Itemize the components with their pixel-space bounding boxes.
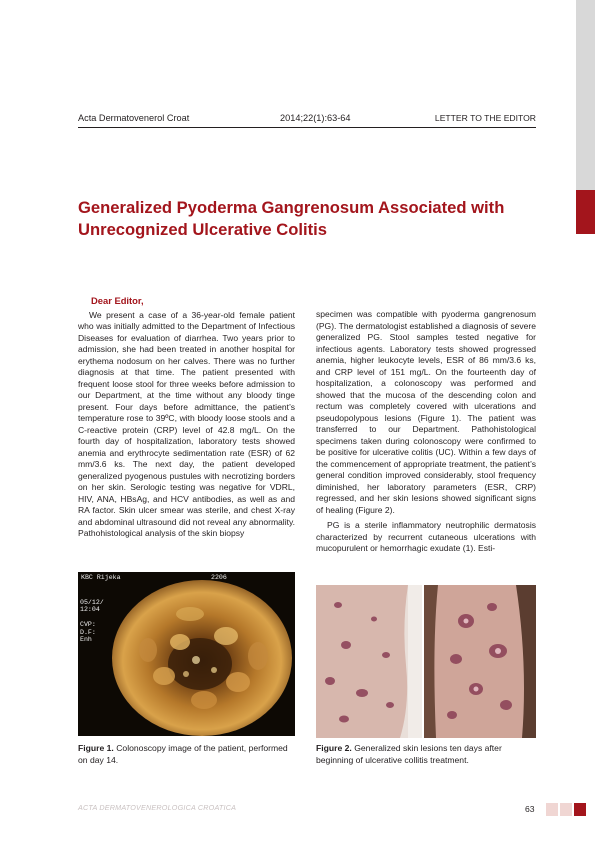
figure-2-label: Figure 2.	[316, 743, 352, 753]
figure-1-caption	[78, 743, 295, 766]
page-number: 63	[525, 804, 535, 814]
paragraph-2: specimen was compatible with pyoderma gangrenosum (PG). The dermatologist established a diagnosis of severe generalized PG. Stool samples tested negative for infectious agents. Laboratory tests showed progressed anemia, higher leukocyte levels, ESR of 86 mm/3.6 ks, and CRP level of 151 mg/L. On the fourteenth day of hospitalization, a colonoscopy was performed and showed that the mucosa of the descending colon and rectum was completely covered with ulcerations and pseudopolypous lesions (Figure 1). The patient was transferred to our Department. Pathohistological specimens taken during colonoscopy were confirmed to be positive for ulcerative colitis (UC). Within a few days of the commencement of appropriate treatment, the patient’s general condition improved considerably, stool frequency diminished, her laboratory parameters (ESR, CRP) regressed, and her skin lesions showed significant signs of healing (Figure 2).	[316, 309, 536, 515]
figure-1-label: Figure 1.	[78, 743, 114, 753]
figure-1-colonoscopy-image	[78, 572, 295, 736]
header-issue: 2014;22(1):63-64	[280, 113, 351, 123]
colonoscopy-illustration	[78, 572, 295, 736]
paragraph-3: PG is a sterile inflammatory neutrophilic dermatosis characterized by recurrent cutaneous ulcerations with mucopurulent or hemorrhagic exudate (1). Esti-	[316, 520, 536, 553]
endoscope-overlay-id: 2206	[211, 574, 227, 581]
header-rule	[78, 127, 536, 128]
header-section: LETTER TO THE EDITOR	[434, 113, 536, 123]
skin-lesions-illustration	[316, 585, 536, 738]
figure-2-caption	[316, 743, 536, 766]
running-header	[78, 113, 536, 127]
side-tab-red	[576, 190, 595, 234]
figure-2-skin-lesions-image	[316, 585, 536, 738]
footer-square-red	[574, 803, 586, 816]
text-column-left	[78, 295, 295, 540]
footer-journal-name: ACTA DERMATOVENEROLOGICA CROATICA	[78, 803, 237, 812]
figure-2-caption-text: Generalized skin lesions ten days after beginning of ulcerative collitis treatment.	[316, 743, 502, 765]
footer-square-light-2	[560, 803, 572, 816]
header-journal: Acta Dermatovenerol Croat	[78, 113, 190, 123]
endoscope-overlay-hospital: KBC Rijeka	[81, 574, 121, 581]
endoscope-overlay-settings: 05/12/ 12:04 CVP: D.F: Enh	[80, 599, 104, 644]
footer-square-light-1	[546, 803, 558, 816]
paragraph-1: We present a case of a 36-year-old female patient who was initially admitted to the Department of Infectious Diseases for evaluation of diarrhea. Two years prior to admission, she had been treated in another hospital for erythema nodosum on her calves. There was no further diagnosis at that time. The patient presented with frequent loose stool for three weeks before admission to our Department, at the time without any bloody tinge present. Four days before admittance, the patient’s temperature rose to 39ºC, with bloody loose stools and a C-reactive protein (CRP) level of 42.8 mg/L. On the fourth day of hospitalization, laboratory tests showed anemia and erythrocyte sedimentation rate (ESR) of 62 mm/3.6 ks. The next day, the patient developed generalized pyogenous pustules with necrotizing borders on her skin. Serologic testing was negative for VDRL, HIV, ANA, HBsAg, and HCV antibodies, as well as and RA factor. Skin ulcer smear was sterile, and chest X-ray and abdominal ultrasound did not reveal any abnormality. Pathohistological analysis of the skin biopsy	[78, 309, 295, 538]
salutation: Dear Editor,	[91, 295, 144, 306]
article-title: Generalized Pyoderma Gangrenosum Associated with Unrecognized Ulcerative Colitis	[78, 198, 505, 239]
figure-1-caption-text: Colonoscopy image of the patient, performed on day 14.	[78, 743, 288, 765]
side-tab-grey	[576, 0, 595, 190]
text-column-right	[316, 309, 536, 555]
